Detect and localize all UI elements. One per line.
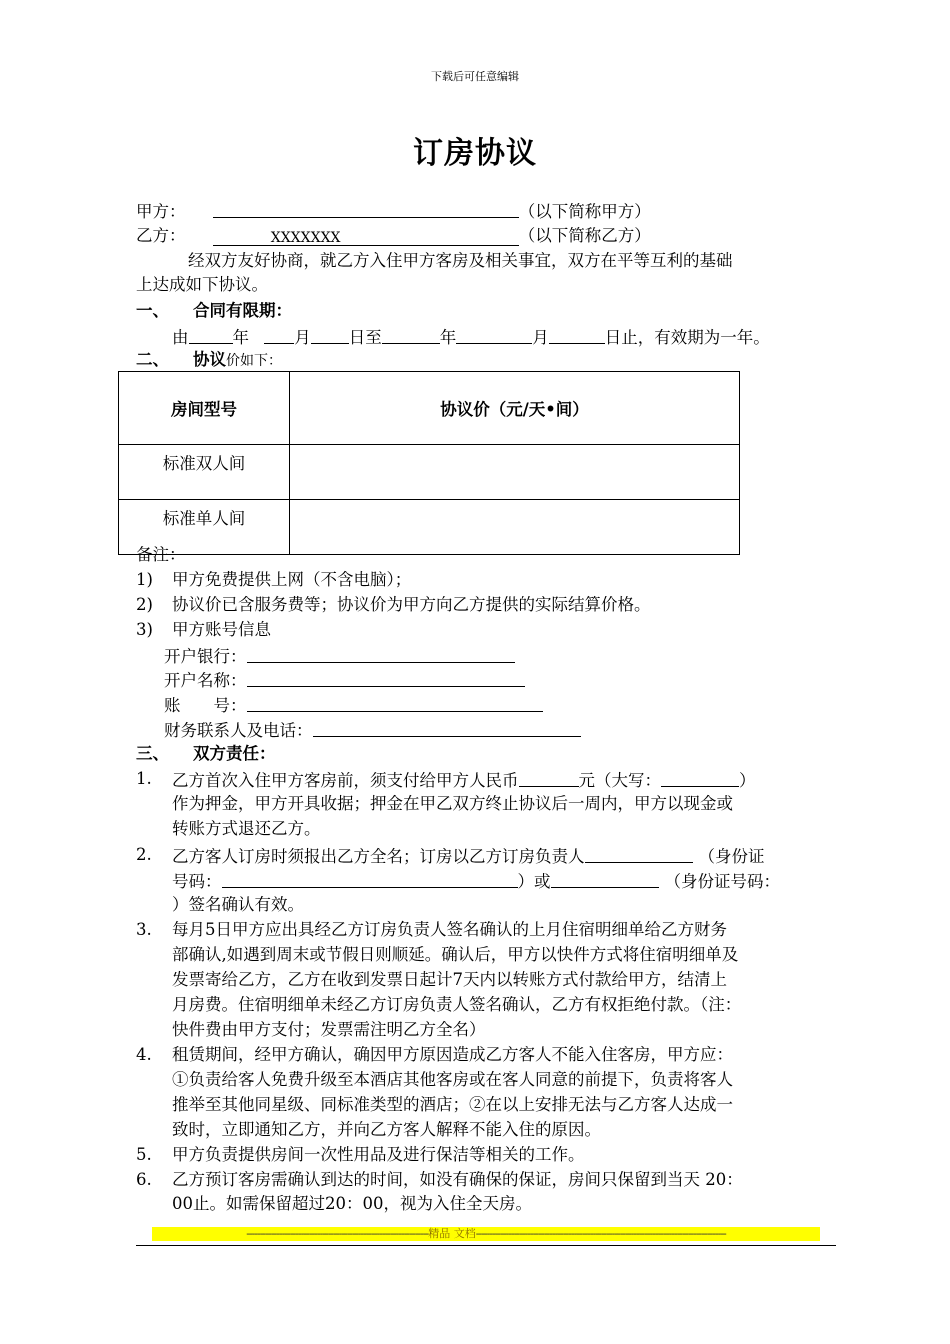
party-a-line	[136, 200, 651, 222]
responsibility-line: 乙方预订客房需确认到达的时间，如没有确保的保证，房间只保留到当天 20：	[172, 1170, 743, 1189]
price-table	[118, 371, 740, 555]
table-row	[119, 445, 740, 500]
deposit-amount-words-field[interactable]	[661, 769, 739, 787]
deposit-amount-field[interactable]	[519, 769, 579, 787]
note-item: 2) 协议价已含服务费等；协议价为甲方向乙方提供的实际结算价格。	[136, 595, 651, 614]
note-item: 1) 甲方免费提供上网（不含电脑）；	[136, 570, 412, 589]
responsibility-line: 转账方式退还乙方。	[172, 819, 321, 838]
end-month-field[interactable]	[456, 326, 532, 344]
responsibility-num: 3.	[136, 920, 152, 939]
account-name-field[interactable]	[247, 669, 525, 687]
start-year-field[interactable]	[189, 326, 233, 344]
id-number-field[interactable]	[222, 870, 518, 888]
finance-contact-field[interactable]	[313, 719, 581, 737]
responsibility-line: 每月5日甲方应出具经乙方订房负责人签名确认的上月住宿明细单给乙方财务	[172, 920, 727, 939]
party-a-suffix: （以下简称甲方）	[518, 202, 651, 221]
bank-field[interactable]	[247, 645, 515, 663]
price-cell[interactable]	[290, 445, 740, 500]
end-day-field[interactable]	[549, 326, 605, 344]
room-type-cell: 标准单人间	[119, 500, 290, 555]
document-title: 订房协议	[413, 136, 537, 171]
responsibility-line: 部确认,如遇到周末或节假日则顺延。确认后，甲方以快件方式将住宿明细单及	[172, 945, 739, 964]
party-a-label: 甲方：	[136, 202, 186, 221]
footer-banner: -------------------------------------------------------------------精品 文档--------------------------------------------------------------------------------------------	[152, 1227, 820, 1241]
responsibility-line: ）签名确认有效。	[172, 895, 304, 914]
room-type-cell: 标准双人间	[119, 445, 290, 500]
notes-title: 备注：	[136, 545, 186, 564]
party-b-line	[136, 226, 651, 246]
start-month-field[interactable]	[264, 326, 294, 344]
responsibility-line: ①负责给客人免费升级至本酒店其他客房或在客人同意的前提下，负责将客人	[172, 1070, 733, 1089]
responsibility-line: 快件费由甲方支付；发票需注明乙方全名）	[172, 1020, 486, 1039]
responsibility-line: 乙方首次入住甲方客房前，须支付给甲方人民币 元（大写： ）	[172, 771, 756, 790]
alternate-manager-field[interactable]	[551, 870, 659, 888]
party-a-field[interactable]	[213, 200, 519, 218]
section-2-heading: 二、 协议价如下：	[136, 350, 282, 369]
end-year-field[interactable]	[382, 326, 440, 344]
responsibility-line: 甲方负责提供房间一次性用品及进行保洁等相关的工作。	[172, 1145, 585, 1164]
account-name-line: 开户名称：	[164, 669, 525, 691]
table-header-row	[119, 372, 740, 445]
col-price-header: 协议价（元/天•间）	[290, 372, 740, 445]
party-b-suffix: （以下简称乙方）	[518, 226, 651, 245]
responsibility-num: 4.	[136, 1045, 152, 1064]
col-room-type-header: 房间型号	[119, 372, 290, 445]
section-3-heading: 三、 双方责任：	[136, 744, 276, 763]
responsibility-num: 5.	[136, 1145, 152, 1164]
responsibility-line: 月房费。住宿明细单未经乙方订房负责人签名确认，乙方有权拒绝付款。（注：	[172, 995, 742, 1014]
responsibility-line: 发票寄给乙方，乙方在收到发票日起计7天内以转账方式付款给甲方，结清上	[172, 970, 727, 989]
responsibility-line: 号码： ）或 （身份证号码：	[172, 872, 780, 891]
party-b-label: 乙方：	[136, 226, 186, 245]
footer-text: 精品 文档	[428, 1227, 476, 1240]
account-no-line: 账 号：	[164, 694, 543, 716]
account-no-field[interactable]	[247, 694, 543, 712]
responsibility-num: 2.	[136, 845, 152, 864]
footer-rule	[136, 1245, 836, 1246]
responsibility-num: 6.	[136, 1170, 152, 1189]
header-note: 下载后可任意编辑	[431, 70, 519, 83]
intro-line-2: 上达成如下协议。	[136, 275, 268, 294]
responsibility-line: 致时，立即通知乙方，并向乙方客人解释不能入住的原因。	[172, 1120, 601, 1139]
responsibility-num: 1.	[136, 769, 152, 788]
booking-manager-field[interactable]	[585, 845, 693, 863]
table-row	[119, 500, 740, 555]
responsibility-line: 租赁期间，经甲方确认，确因甲方原因造成乙方客人不能入住客房，甲方应：	[172, 1045, 733, 1064]
finance-contact-line: 财务联系人及电话：	[164, 719, 581, 741]
responsibility-line: 乙方客人订房时须报出乙方全名；订房以乙方订房负责人 （身份证	[172, 847, 765, 866]
responsibility-line: 00止。如需保留超过20：00，视为入住全天房。	[172, 1194, 532, 1213]
note-item: 3) 甲方账号信息	[136, 620, 271, 639]
party-b-field[interactable]: XXXXXXX	[213, 228, 519, 246]
responsibility-line: 作为押金，甲方开具收据；押金在甲乙双方终止协议后一周内，甲方以现金或	[172, 794, 733, 813]
bank-line: 开户银行：	[164, 645, 515, 667]
validity-period-line: 由 年 月 日至 年 月 日止，有效期为一年。	[172, 328, 770, 347]
start-day-field[interactable]	[311, 326, 349, 344]
price-cell[interactable]	[290, 500, 740, 555]
section-1-heading: 一、 合同有限期：	[136, 301, 292, 320]
intro-line-1: 经双方友好协商，就乙方入住甲方客房及相关事宜，双方在平等互利的基础	[188, 251, 733, 270]
responsibility-line: 推举至其他同星级、同标准类型的酒店；②在以上安排无法与乙方客人达成一	[172, 1095, 733, 1114]
